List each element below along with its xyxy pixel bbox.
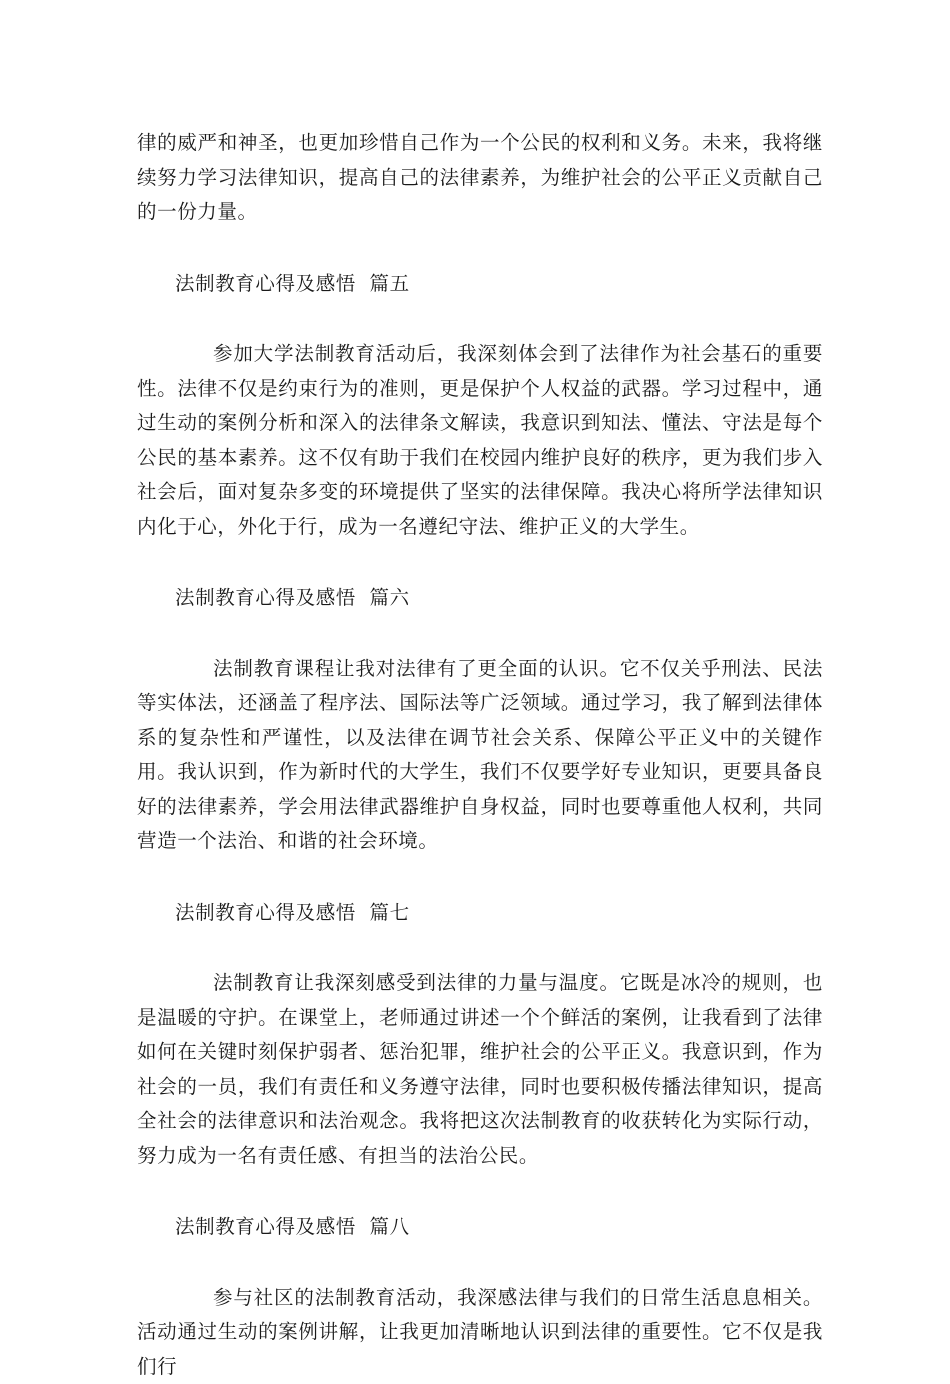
document-body (137, 126, 823, 1384)
section-heading-6: 法制教育心得及感悟 篇六 (137, 581, 823, 616)
section-heading-7: 法制教育心得及感悟 篇七 (137, 896, 823, 931)
section-body-7: 法制教育让我深刻感受到法律的力量与温度。它既是冰冷的规则，也是温暖的守护。在课堂上，老师通过讲述一个个鲜活的案例，让我看到了法律如何在关键时刻保护弱者、惩治犯罪，维护社会的公平正义。我意识到，作为社会的一员，我们有责任和义务遵守法律，同时也要积极传播法律知识，提高全社会的法律意识和法治观念。我将把这次法制教育的收获转化为实际行动，努力成为一名有责任感、有担当的法治公民。 (137, 966, 823, 1173)
section-heading-5: 法制教育心得及感悟 篇五 (137, 267, 823, 302)
section-body-8: 参与社区的法制教育活动，我深感法律与我们的日常生活息息相关。活动通过生动的案例讲解，让我更加清晰地认识到法律的重要性。它不仅是我们行 (137, 1281, 823, 1384)
section-heading-8: 法制教育心得及感悟 篇八 (137, 1210, 823, 1245)
section-body-6: 法制教育课程让我对法律有了更全面的认识。它不仅关乎刑法、民法等实体法，还涵盖了程序法、国际法等广泛领域。通过学习，我了解到法律体系的复杂性和严谨性，以及法律在调节社会关系、保障公平正义中的关键作用。我认识到，作为新时代的大学生，我们不仅要学好专业知识，更要具备良好的法律素养，学会用法律武器维护自身权益，同时也要尊重他人权利，共同营造一个法治、和谐的社会环境。 (137, 652, 823, 859)
section-body-5: 参加大学法制教育活动后，我深刻体会到了法律作为社会基石的重要性。法律不仅是约束行为的准则，更是保护个人权益的武器。学习过程中，通过生动的案例分析和深入的法律条文解读，我意识到知法、懂法、守法是每个公民的基本素养。这不仅有助于我们在校园内维护良好的秩序，更为我们步入社会后，面对复杂多变的环境提供了坚实的法律保障。我决心将所学法律知识内化于心，外化于行，成为一名遵纪守法、维护正义的大学生。 (137, 337, 823, 544)
intro-paragraph: 律的威严和神圣，也更加珍惜自己作为一个公民的权利和义务。未来，我将继续努力学习法律知识，提高自己的法律素养，为维护社会的公平正义贡献自己的一份力量。 (137, 126, 823, 230)
